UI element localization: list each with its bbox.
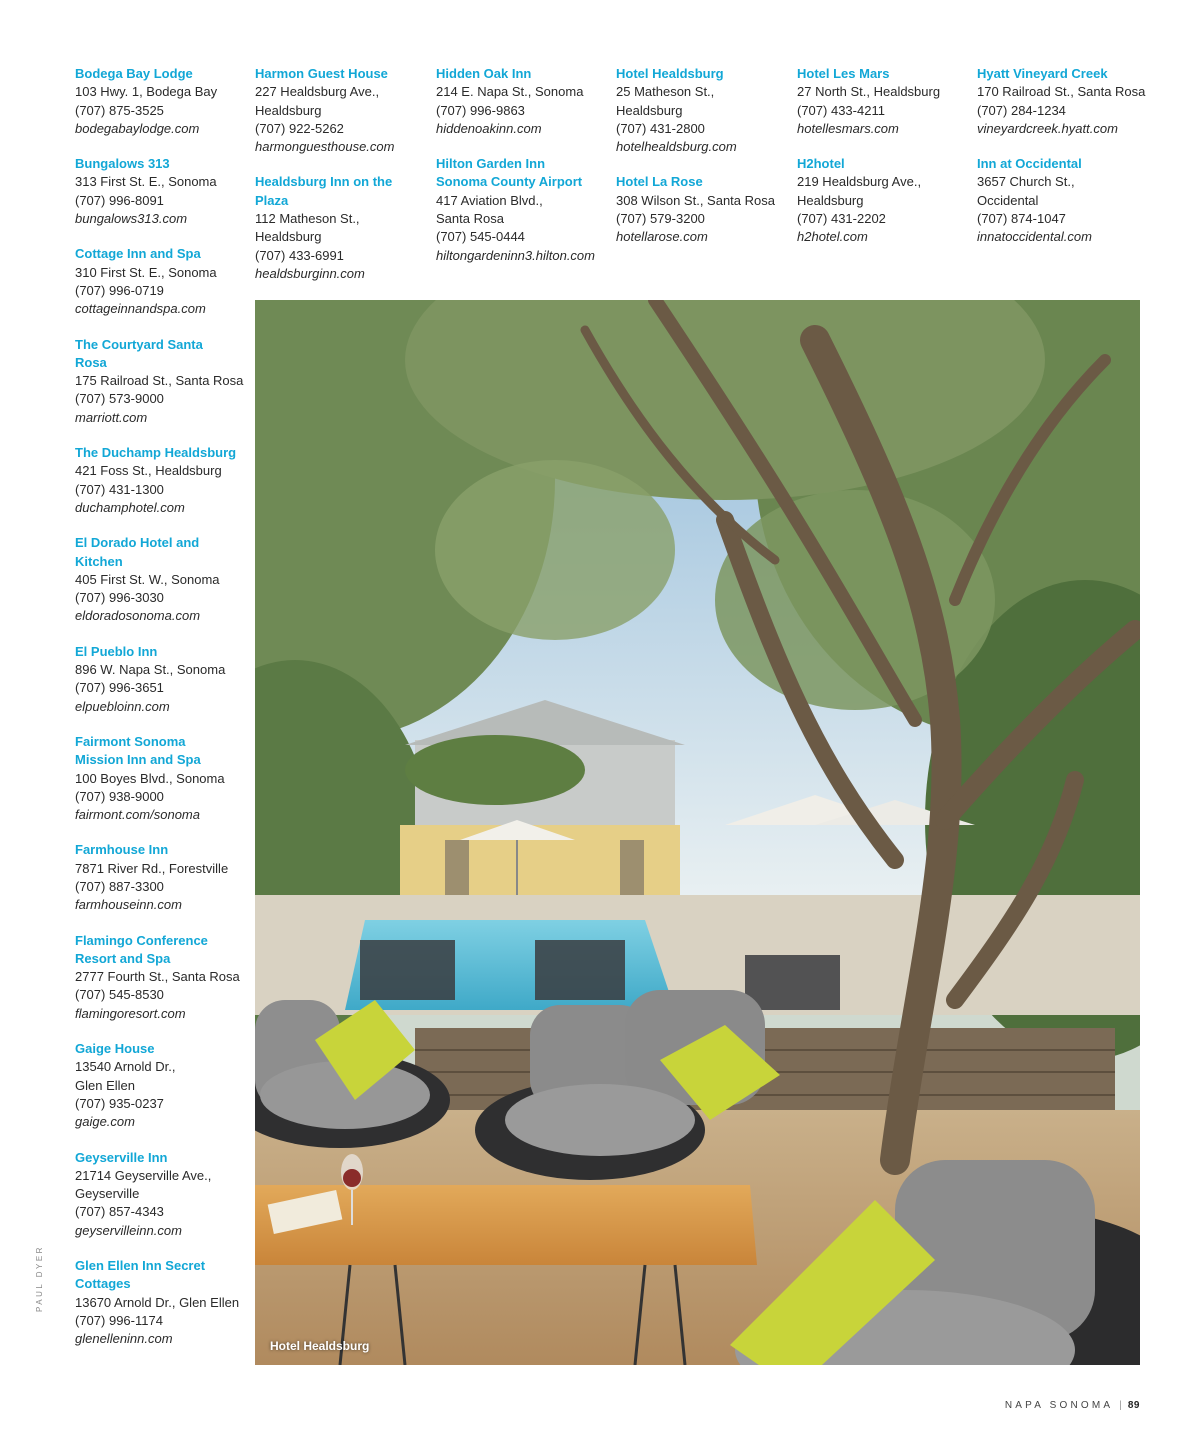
listing-website: hotelhealdsburg.com	[616, 139, 737, 155]
listing-detail-line: 175 Railroad St., Santa Rosa	[75, 373, 244, 389]
listing-name: Hotel Les Mars	[797, 66, 890, 81]
listing-name: Cottage Inn and Spa	[75, 246, 201, 262]
listing-detail-line: 21714 Geyserville Ave.,	[75, 1167, 212, 1183]
listing-name: Hotel Healdsburg	[616, 66, 724, 81]
listing-website: duchamphotel.com	[75, 499, 185, 515]
listing-entry	[797, 155, 975, 246]
listing-website: healdsburginn.com	[255, 265, 365, 281]
listing-detail-line: 227 Healdsburg Ave.,	[255, 84, 380, 100]
listing-entry	[977, 155, 1155, 246]
listing-detail-line: (707) 545-8530	[75, 987, 164, 1003]
listing-website: hotellarose.com	[616, 229, 708, 245]
listing-website: elpuebloinn.com	[75, 698, 170, 714]
listing-detail-line: 405 First St. W., Sonoma	[75, 571, 220, 587]
listing-detail-line: Santa Rosa	[436, 211, 504, 227]
listing-detail-line: (707) 431-2800	[616, 120, 705, 136]
listing-detail-line: (707) 996-8091	[75, 192, 164, 208]
listing-detail-line: (707) 431-2202	[797, 211, 886, 227]
listing-detail-line: 219 Healdsburg Ave.,	[797, 174, 922, 190]
listing-website: bodegabaylodge.com	[75, 120, 200, 136]
listing-detail-line: (707) 996-1174	[75, 1312, 163, 1328]
listing-name: Bodega Bay Lodge	[75, 66, 193, 81]
listing-website: eldoradosonoma.com	[75, 608, 201, 624]
listing-website: hotellesmars.com	[797, 120, 899, 136]
listing-name: Hidden Oak Inn	[436, 66, 532, 81]
listing-name: Hyatt Vineyard Creek	[977, 66, 1108, 81]
listing-website: geyservilleinn.com	[75, 1222, 182, 1238]
listing-entry	[75, 534, 253, 625]
listing-detail-line: 13540 Arnold Dr.,	[75, 1059, 176, 1075]
listing-detail-line: Geyserville	[75, 1186, 140, 1202]
listing-detail-line: (707) 996-0719	[75, 282, 164, 298]
listing-name: Geyserville Inn	[75, 1149, 168, 1165]
listing-website: glenelleninn.com	[75, 1331, 173, 1347]
listing-detail-line: 308 Wilson St., Santa Rosa	[616, 192, 775, 208]
listing-detail-line: (707) 433-6991	[255, 247, 344, 263]
listing-detail-line: Healdsburg	[255, 229, 322, 245]
listing-website: bungalows313.com	[75, 211, 188, 227]
listing-entry	[977, 65, 1155, 138]
listing-detail-line: Healdsburg	[797, 192, 864, 208]
listing-entry	[75, 932, 253, 1023]
listing-entry	[436, 65, 614, 138]
photo-caption: Hotel Healdsburg	[270, 1339, 370, 1353]
listing-detail-line: (707) 887-3300	[75, 878, 164, 894]
listing-detail-line: (707) 579-3200	[616, 211, 705, 227]
listing-name: Healdsburg Inn on the Plaza	[255, 174, 393, 208]
listing-name: Glen Ellen Inn Secret Cottages	[75, 1258, 206, 1292]
listing-entry	[797, 65, 975, 138]
footer-separator: |	[1119, 1400, 1122, 1411]
listing-name: Gaige House	[75, 1041, 155, 1057]
listing-website: innatoccidental.com	[977, 229, 1092, 245]
listing-detail-line: 417 Aviation Blvd.,	[436, 192, 543, 208]
photo-credit: PAUL DYER	[35, 1245, 44, 1312]
listing-name: Farmhouse Inn	[75, 842, 169, 858]
listing-detail-line: (707) 996-9863	[436, 102, 525, 118]
listing-entry	[75, 733, 253, 824]
listing-name: Hilton Garden Inn Sonoma County Airport	[436, 156, 583, 190]
listing-column-2	[255, 65, 433, 300]
listing-column-5	[797, 65, 975, 264]
listing-column-4	[616, 65, 794, 264]
listing-detail-line: 13670 Arnold Dr., Glen Ellen	[75, 1294, 240, 1310]
listing-website: farmhouseinn.com	[75, 897, 182, 913]
listing-entry	[75, 841, 253, 914]
listing-detail-line: 7871 River Rd., Forestville	[75, 860, 229, 876]
listing-website: cottageinnandspa.com	[75, 301, 206, 317]
listing-website: marriott.com	[75, 409, 148, 425]
listing-detail-line: (707) 996-3651	[75, 680, 164, 696]
listing-website: harmonguesthouse.com	[255, 139, 395, 155]
listing-name: The Duchamp Healdsburg	[75, 445, 237, 461]
listing-detail-line: Occidental	[977, 192, 1039, 208]
listing-website: vineyardcreek.hyatt.com	[977, 120, 1118, 136]
listing-detail-line: 3657 Church St.,	[977, 174, 1075, 190]
page-footer	[1005, 1400, 1140, 1411]
listing-detail-line: (707) 996-3030	[75, 590, 164, 606]
listing-website: hiltongardeninn3.hilton.com	[436, 247, 595, 263]
listing-detail-line: 25 Matheson St.,	[616, 84, 715, 100]
listing-detail-line: 896 W. Napa St., Sonoma	[75, 662, 226, 678]
listing-detail-line: 170 Railroad St., Santa Rosa	[977, 84, 1146, 100]
listing-detail-line: 214 E. Napa St., Sonoma	[436, 84, 584, 100]
listing-entry	[75, 1040, 253, 1131]
listing-detail-line: (707) 284-1234	[977, 102, 1066, 118]
listing-entry	[75, 643, 253, 716]
listing-detail-line: Healdsburg	[255, 102, 322, 118]
listing-detail-line: (707) 875-3525	[75, 102, 164, 118]
listing-name: Inn at Occidental	[977, 156, 1082, 172]
hotel-photo	[255, 300, 1140, 1365]
listing-entry	[616, 173, 794, 246]
listing-detail-line: (707) 922-5262	[255, 120, 344, 136]
listing-entry	[436, 155, 614, 265]
listing-name: Bungalows 313	[75, 156, 170, 172]
listing-detail-line: 313 First St. E., Sonoma	[75, 174, 217, 190]
listing-detail-line: 310 First St. E., Sonoma	[75, 264, 217, 280]
listing-detail-line: 103 Hwy. 1, Bodega Bay	[75, 84, 218, 100]
listing-website: h2hotel.com	[797, 229, 868, 245]
listing-name: Fairmont Sonoma Mission Inn and Spa	[75, 733, 201, 768]
listing-column-6	[977, 65, 1155, 264]
listing-website: gaige.com	[75, 1114, 135, 1130]
listing-entry	[75, 65, 253, 138]
listing-entry	[75, 336, 253, 427]
listing-detail-line: (707) 935-0237	[75, 1095, 164, 1111]
listing-website: flamingoresort.com	[75, 1005, 186, 1021]
listing-name: Hotel La Rose	[616, 174, 703, 190]
listing-entry	[75, 444, 253, 517]
listing-detail-line: 112 Matheson St.,	[255, 211, 360, 227]
listing-entry	[75, 1149, 253, 1240]
listing-column-1	[75, 65, 253, 1366]
listing-detail-line: (707) 431-1300	[75, 481, 164, 497]
listing-detail-line: (707) 857-4343	[75, 1204, 164, 1220]
listing-entry	[255, 65, 433, 156]
listing-entry	[255, 173, 433, 283]
listing-website: fairmont.com/sonoma	[75, 807, 200, 823]
listing-detail-line: 27 North St., Healdsburg	[797, 84, 941, 100]
listing-name: El Dorado Hotel and Kitchen	[75, 535, 200, 569]
listing-entry	[75, 1257, 253, 1348]
listing-detail-line: (707) 938-9000	[75, 788, 164, 804]
listing-name: The Courtyard Santa Rosa	[75, 336, 203, 370]
listing-entry	[75, 245, 253, 318]
listing-detail-line: Glen Ellen	[75, 1077, 135, 1093]
listing-detail-line: (707) 573-9000	[75, 391, 164, 407]
listing-detail-line: 100 Boyes Blvd., Sonoma	[75, 770, 225, 786]
listing-entry	[616, 65, 794, 156]
listing-name: Harmon Guest House	[255, 66, 388, 81]
patio-pool-scene-illustration	[255, 300, 1140, 1365]
listing-name: H2hotel	[797, 156, 845, 172]
listing-name: Flamingo Conference Resort and Spa	[75, 932, 208, 966]
page-number: 89	[1127, 1400, 1140, 1411]
listing-name: El Pueblo Inn	[75, 643, 158, 659]
listing-detail-line: (707) 545-0444	[436, 229, 525, 245]
listing-detail-line: 2777 Fourth St., Santa Rosa	[75, 969, 240, 985]
listing-website: hiddenoakinn.com	[436, 120, 542, 136]
publication-name: NAPA SONOMA	[1004, 1400, 1114, 1411]
listing-detail-line: Healdsburg	[616, 102, 683, 118]
listing-column-3	[436, 65, 614, 282]
listing-detail-line: 421 Foss St., Healdsburg	[75, 463, 222, 479]
listing-detail-line: (707) 433-4211	[797, 102, 885, 118]
listing-detail-line: (707) 874-1047	[977, 211, 1066, 227]
listing-entry	[75, 155, 253, 228]
